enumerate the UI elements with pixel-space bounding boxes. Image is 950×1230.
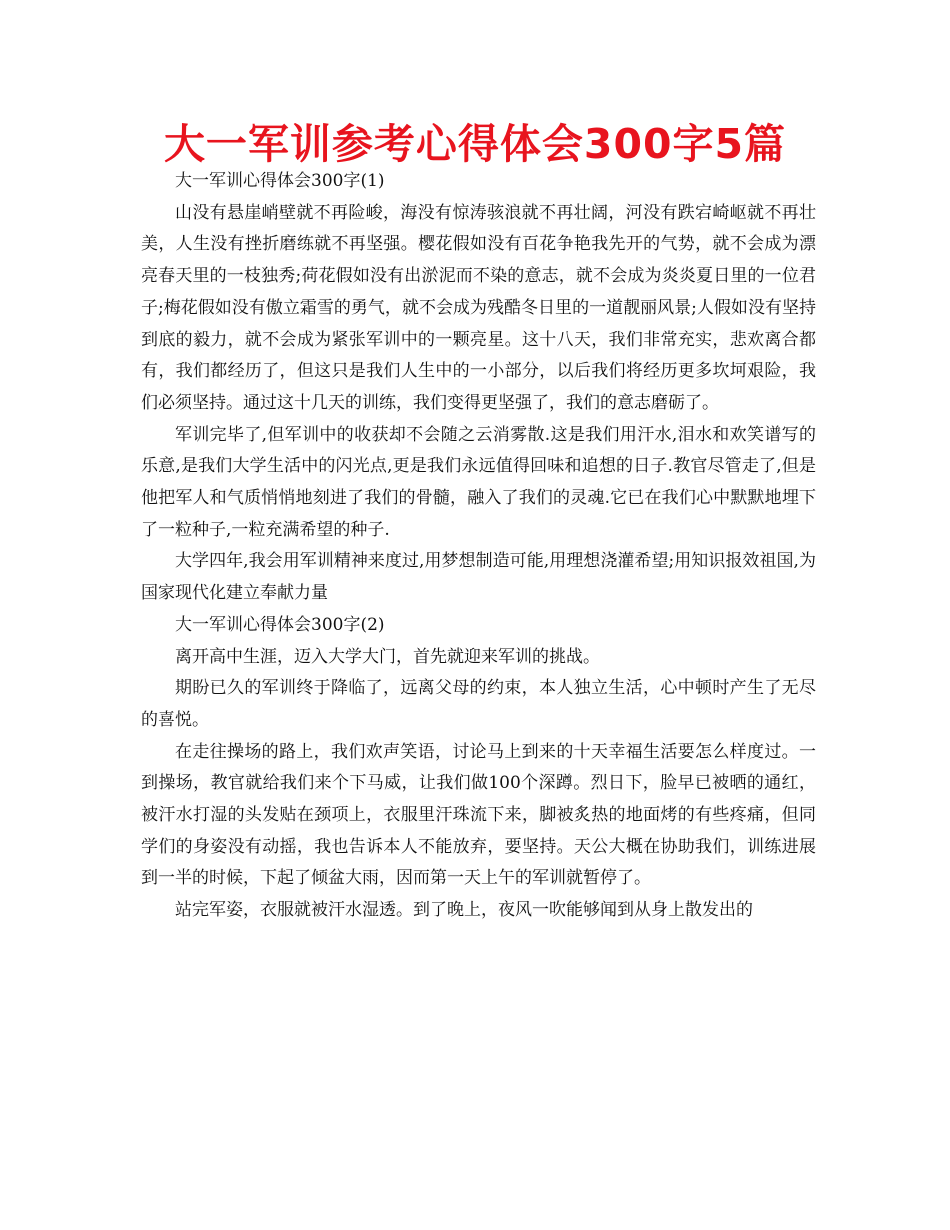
paragraph: 站完军姿，衣服就被汗水湿透。到了晚上，夜风一吹能够闻到从身上散发出的 [175, 900, 753, 921]
paragraph: 大学四年,我会用军训精神来度过,用梦想制造可能,用理想浇灌希望;用知识报效祖国,为国家现代化建立奉献力量 [141, 551, 816, 604]
paragraph: 在走往操场的路上，我们欢声笑语，讨论马上到来的十天幸福生活要怎么样度过。一到操场，教官就给我们来个下马威，让我们做100个深蹲。烈日下，脸早已被晒的通红，被汗水打湿的头发贴在颈项上，衣服里汗珠流下来，脚被炙热的地面烤的有些疼痛，但同学们的身姿没有动摇，我也告诉本人不能放弃，要坚持。天公大概在协助我们，训练进展到一半的时候，下起了倾盆大雨，因而第一天上午的军训就暂停了。 [141, 741, 816, 889]
paragraph: 离开高中生涯，迈入大学大门，首先就迎来军训的挑战。 [175, 646, 600, 667]
section-heading-1: 大一军训心得体会300字(1) [175, 171, 385, 191]
section-heading-2: 大一军训心得体会300字(2) [175, 614, 385, 635]
paragraph: 期盼已久的军训终于降临了，远离父母的约束，本人独立生活，心中顿时产生了无尽的喜悦。 [141, 678, 816, 730]
paragraph: 山没有悬崖峭壁就不再险峻，海没有惊涛骇浪就不再壮阔，河没有跌宕崎岖就不再壮美，人生没有挫折磨练就不再坚强。樱花假如没有百花争艳我先开的气势，就不会成为漂亮春天里的一枝独秀;荷花假如没有出淤泥而不染的意志，就不会成为炎炎夏日里的一位君子;梅花假如没有傲立霜雪的勇气，就不会成为残酷冬日里的一道靓丽风景;人假如没有坚持到底的毅力，就不会成为紧张军训中的一颗亮星。这十八天，我们非常充实，悲欢离合都有，我们都经历了，但这只是我们人生中的一小部分，以后我们将经历更多坎坷艰险，我们必须坚持。通过这十几天的训练，我们变得更坚强了，我们的意志磨砺了。 [141, 202, 816, 413]
document-title: 大一军训参考心得体会300字5篇 [163, 120, 787, 168]
paragraph: 军训完毕了,但军训中的收获却不会随之云消雾散.这是我们用汗水,泪水和欢笑谱写的乐意,是我们大学生活中的闪光点,更是我们永远值得回味和追想的日子.教官尽管走了,但是他把军人和气质悄悄地刻进了我们的骨髓，融入了我们的灵魂.它已在我们心中默默地埋下了一粒种子,一粒充满希望的种子. [141, 424, 816, 540]
document-body [141, 166, 816, 927]
